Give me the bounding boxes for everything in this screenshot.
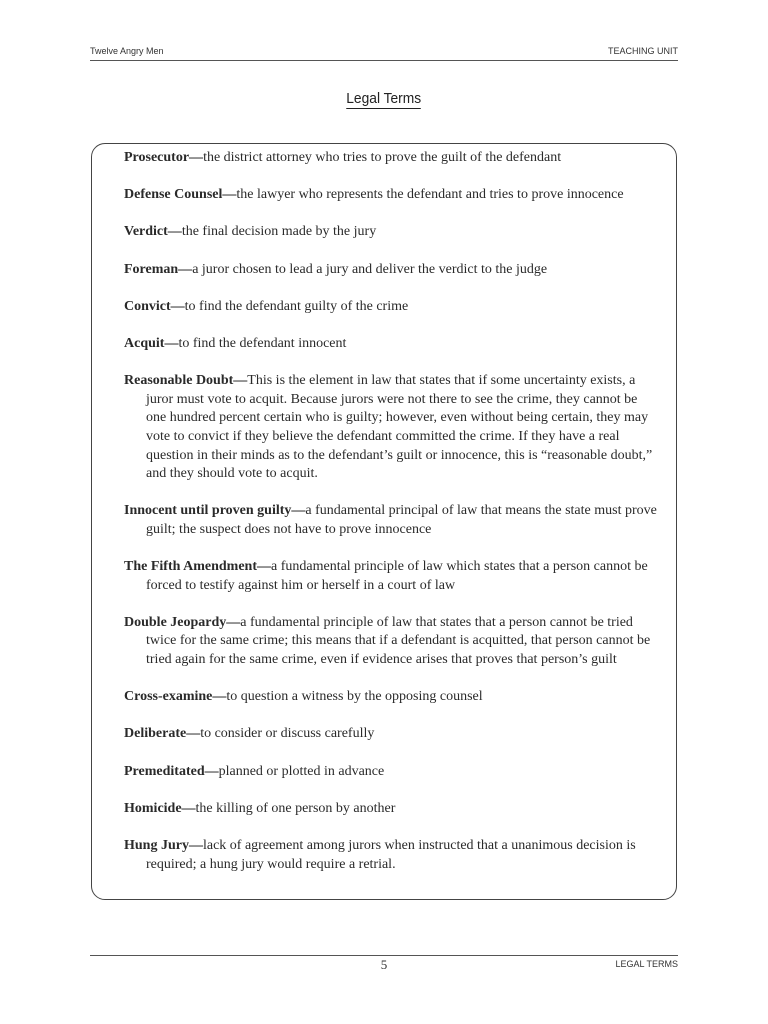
term-entry-acquit: [124, 335, 658, 354]
term-entry-convict: [124, 298, 658, 317]
term-entry-homicide: [124, 800, 658, 819]
term-definition: a fundamental principle of law which states that a person cannot be forced to testify against him or herself in a court of law: [146, 559, 648, 593]
term-name: Convict—: [124, 298, 185, 314]
term-name: Acquit—: [124, 335, 179, 351]
term-entry-double-jeopardy: [124, 614, 658, 670]
term-name: Prosecutor—: [124, 150, 204, 165]
term-name: Foreman—: [124, 261, 193, 277]
term-definition: the district attorney who tries to prove the guilt of the defendant: [203, 150, 562, 165]
page-number: 5: [380, 957, 388, 972]
term-definition: a fundamental principle of law that states that a person cannot be tried twice for the same crime; this means that if a defendant is acquitted, that person cannot be tried again for the same crime, even if evidence arises that proves that person’s guilt: [146, 614, 651, 668]
term-name: Reasonable Doubt—: [124, 373, 248, 389]
term-entry-reasonable-doubt: [124, 372, 658, 484]
term-entry-defense-counsel: [124, 186, 658, 205]
page-title: [0, 90, 768, 109]
term-name: Deliberate—: [124, 726, 201, 742]
term-name: Verdict—: [124, 224, 182, 240]
footer-section-label: LEGAL TERMS: [615, 959, 678, 969]
term-entry-deliberate: [124, 725, 658, 744]
term-entry-prosecutor: [124, 149, 658, 168]
header-section-label: TEACHING UNIT: [607, 46, 678, 56]
term-definition: the lawyer who represents the defendant and tries to prove innocence: [236, 187, 624, 203]
term-name: Defense Counsel—: [124, 187, 237, 203]
term-definition: to question a witness by the opposing counsel: [226, 689, 483, 705]
term-name: The Fifth Amendment—: [124, 559, 271, 575]
term-entry-verdict: [124, 223, 658, 242]
term-entry-premeditated: [124, 763, 658, 782]
term-name: Double Jeopardy—: [124, 614, 241, 630]
term-definition: This is the element in law that states that if some uncertainty exists, a juror must vote to acquit. Because jurors were not there to see the crime, they cannot be one hundred percent certain who is guilty; however, even without being certain, they may vote to convict if they believe the defendant committed the crime. If they have a real question in their minds as to the defendant’s guilt or innocence, this is “reasonable doubt,” and they should vote to acquit.: [146, 373, 653, 482]
term-definition: the final decision made by the jury: [181, 224, 377, 240]
term-definition: a juror chosen to lead a jury and deliver the verdict to the judge: [192, 261, 548, 277]
term-definition: lack of agreement among jurors when instructed that a unanimous decision is required; a hung jury would require a retrial.: [146, 837, 636, 872]
term-definition: planned or plotted in advance: [218, 763, 385, 779]
term-definition: the killing of one person by another: [195, 800, 396, 816]
page-title-text: Legal Terms: [346, 90, 422, 107]
term-name: Homicide—: [124, 800, 196, 816]
term-entry-cross-examine: [124, 688, 658, 707]
term-entry-innocent-until-proven-guilty: [124, 502, 658, 539]
term-definition: to find the defendant innocent: [178, 335, 347, 351]
term-name: Hung Jury—: [124, 837, 203, 853]
term-entry-foreman: [124, 261, 658, 280]
term-definition: a fundamental principal of law that means the state must prove guilt; the suspect does not have to prove innocence: [146, 503, 657, 537]
term-name: Cross-examine—: [124, 689, 227, 705]
term-entry-hung-jury: [124, 837, 658, 874]
term-definition: to consider or discuss carefully: [200, 726, 375, 742]
header-book-title: Twelve Angry Men: [90, 46, 164, 56]
page-header: [90, 44, 678, 61]
footer-divider: [90, 955, 678, 956]
term-definition: to find the defendant guilty of the crime: [184, 298, 409, 314]
term-name: Innocent until proven guilty—: [124, 503, 306, 519]
legal-terms-box: [91, 143, 677, 900]
term-entry-fifth-amendment: [124, 558, 658, 595]
term-name: Premeditated—: [124, 763, 219, 779]
